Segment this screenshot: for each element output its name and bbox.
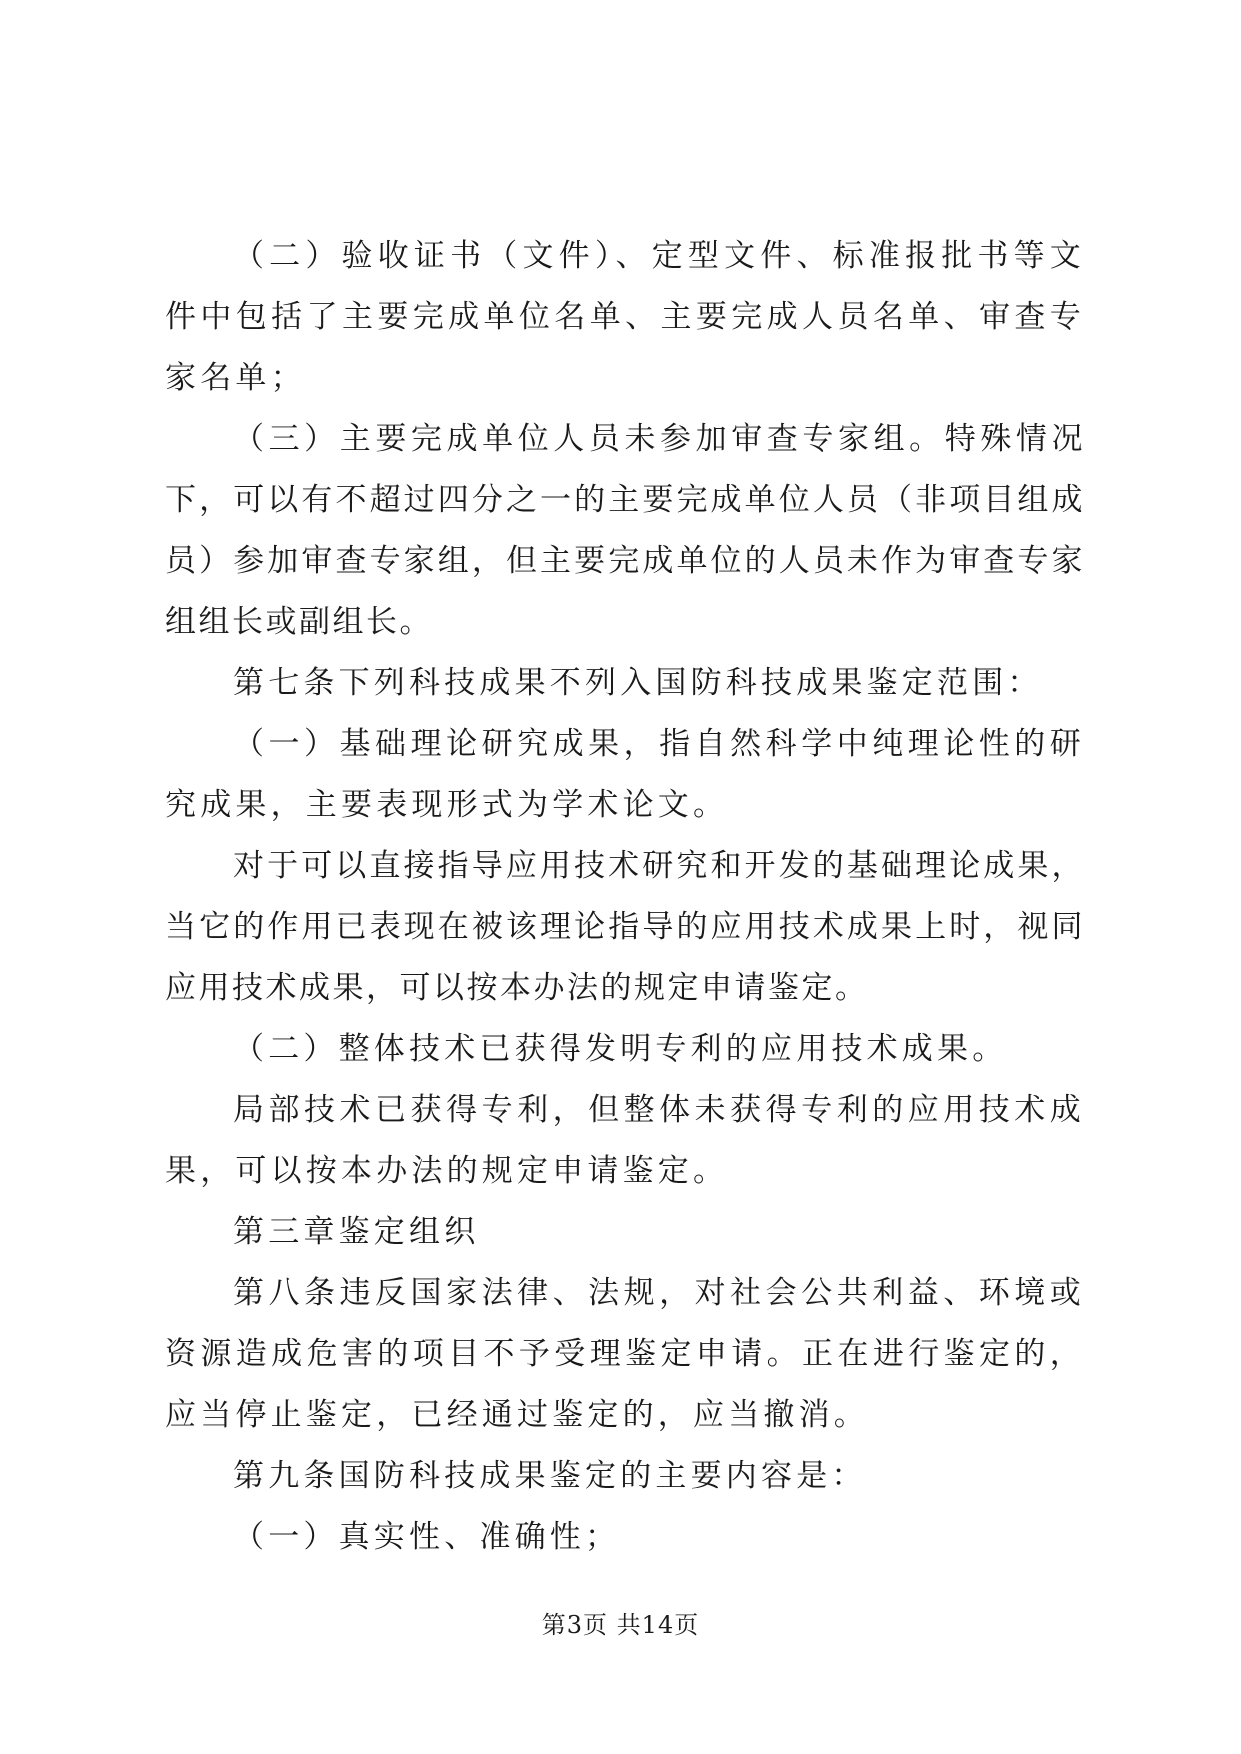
chapter-heading-3: 第三章鉴定组织 [233,1214,480,1250]
paragraph-authenticity: （一）真实性、准确性； [233,1519,621,1555]
paragraph-invention-patent: （二）整体技术已获得发明专利的应用技术成果。 [233,1031,1008,1067]
paragraph-applied-theory: 对于可以直接指导应用技术研究和开发的基础理论成果，当它的作用已表现在被该理论指导的应用技术成果上时，视同应用技术成果，可以按本办法的规定申请鉴定。 [165,848,1085,1006]
document-body [165,226,1085,1568]
paragraph-expert-group: （三）主要完成单位人员未参加审查专家组。特殊情况下，可以有不超过四分之一的主要完成单位人员（非项目组成员）参加审查专家组，但主要完成单位的人员未作为审查专家组组长或副组长。 [165,421,1085,640]
page-footer: 第3页 共14页 [541,1611,700,1639]
paragraph-article-8: 第八条违反国家法律、法规，对社会公共利益、环境或资源造成危害的项目不予受理鉴定申请。正在进行鉴定的，应当停止鉴定，已经通过鉴定的，应当撤消。 [165,1275,1085,1433]
paragraph-partial-patent: 局部技术已获得专利，但整体未获得专利的应用技术成果，可以按本办法的规定申请鉴定。 [165,1092,1085,1189]
paragraph-acceptance-certificate: （二）验收证书（文件）、定型文件、标准报批书等文件中包括了主要完成单位名单、主要完成人员名单、审查专家名单； [165,238,1085,396]
paragraph-article-7: 第七条下列科技成果不列入国防科技成果鉴定范围： [233,665,1043,701]
paragraph-basic-theory: （一）基础理论研究成果，指自然科学中纯理论性的研究成果，主要表现形式为学术论文。 [165,726,1085,823]
paragraph-article-9: 第九条国防科技成果鉴定的主要内容是： [233,1458,867,1494]
